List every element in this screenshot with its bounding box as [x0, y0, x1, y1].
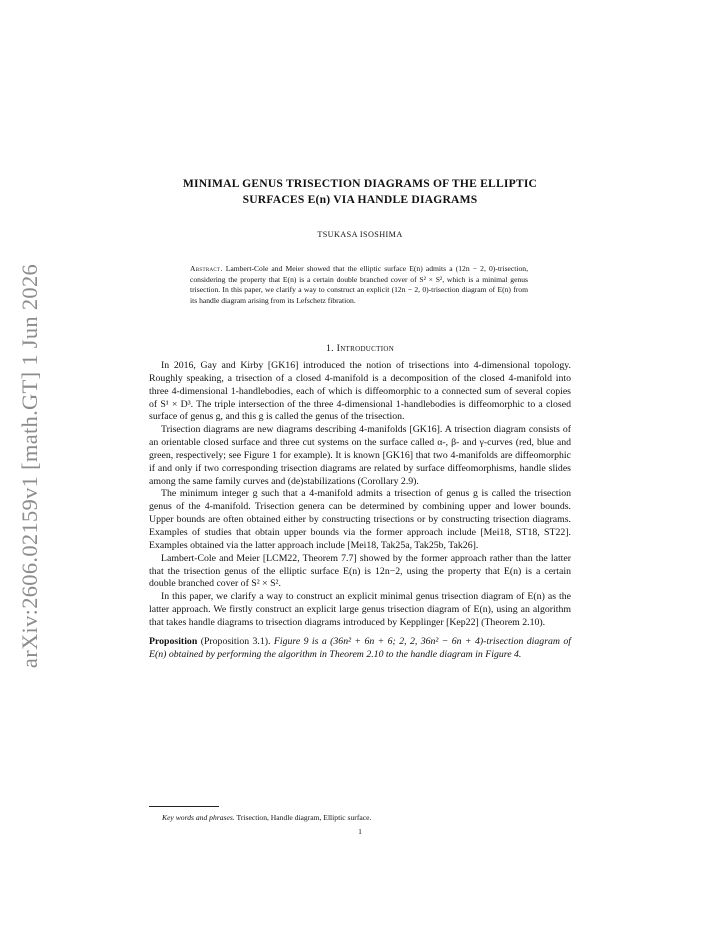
paragraph-2: Trisection diagrams are new diagrams describing 4-manifolds [GK16]. A trisection diagram consists of an orientable closed surface and three cut systems on the surface called α-, β- and γ-curves (red, blue and green, respectively; see Figure 1 for example). It is known [GK16] that two 4-manifolds are diffeomorphic if and only if two corresponding trisection diagrams are related by surface diffeomorphisms, handle slides among the same family curves and (de)stabilizations (Corollary 2.9).	[149, 424, 571, 487]
title-line-2: SURFACES E(n) VIA HANDLE DIAGRAMS	[242, 192, 478, 206]
section-heading: 1. Introduction	[325, 343, 395, 354]
proposition-text: Figure 9 is a (36n² + 6n + 6; 2, 2, 36n² − 6n + 4)-trisection diagram of E(n) obtained by performing the algorithm in Theorem 2.10 to the handle diagram in Figure 4.	[149, 635, 571, 660]
proposition-label: Proposition	[149, 635, 198, 647]
footnote-rule	[149, 806, 219, 807]
proposition	[149, 636, 571, 662]
abstract	[190, 264, 528, 306]
footnote	[162, 813, 371, 822]
abstract-text: Lambert-Cole and Meier showed that the elliptic surface E(n) admits a (12n − 2, 0)-trisection, considering the property that E(n) is a certain double branched cover of S² × S², which is a minimal genus trisection. In this paper, we clarify a way to construct an explicit (12n − 2, 0)-trisection diagram of E(n) from its handle diagram arising from its Lefschetz fibration.	[190, 264, 528, 305]
arxiv-side-label	[12, 256, 48, 676]
paragraph-3: The minimum integer g such that a 4-manifold admits a trisection of genus g is called the trisection genus of the 4-manifold. Trisection genera can be determined by combining upper and lower bounds. Upper bounds are often obtained either by constructing trisections or by constructing trisection diagrams. Examples of studies that obtain upper bounds via the former approach include [Mei18, ST18, ST22]. Examples obtained via the latter approach include [Mei18, Tak25a, Tak25b, Tak26].	[149, 488, 571, 551]
paragraph-1: In 2016, Gay and Kirby [GK16] introduced the notion of trisections into 4-dimensional topology. Roughly speaking, a trisection of a closed 4-manifold is a decomposition of the closed 4-manifold into three 4-dimensional 1-handlebodies, each of which is diffeomorphic to a connected sum of several copies of S¹ × D³. The triple intersection of the three 4-dimensional 1-handlebodies is diffeomorphic to a closed surface of genus g, and this g is called the genus of the trisection.	[149, 360, 571, 423]
arxiv-identifier: arXiv:2606.02159v1 [math.GT] 1 Jun 2026	[17, 263, 42, 669]
page-number: 1	[358, 827, 362, 836]
footnote-label: Key words and phrases.	[162, 813, 235, 822]
paper-title	[130, 176, 590, 207]
body-text	[149, 360, 571, 661]
footnote-text: Trisection, Handle diagram, Elliptic surface.	[236, 813, 372, 822]
paragraph-4: Lambert-Cole and Meier [LCM22, Theorem 7.7] showed by the former approach rather than the latter that the trisection genus of the elliptic surface E(n) is 12n−2, using the property that E(n) is a certain double branched cover of S² × S².	[149, 552, 571, 590]
author: TSUKASA ISOSHIMA	[317, 230, 403, 239]
title-line-1: MINIMAL GENUS TRISECTION DIAGRAMS OF THE ELLIPTIC	[182, 177, 538, 190]
paragraph-5: In this paper, we clarify a way to construct an explicit minimal genus trisection diagram of E(n) as the latter approach. We firstly construct an explicit large genus trisection diagram of E(n), using an algorithm that takes handle diagrams to trisection diagrams introduced by Kepplinger [Kep22] (Theorem 2.10).	[149, 591, 571, 628]
proposition-ref: (Proposition 3.1).	[200, 635, 271, 647]
abstract-label: Abstract.	[190, 264, 223, 273]
